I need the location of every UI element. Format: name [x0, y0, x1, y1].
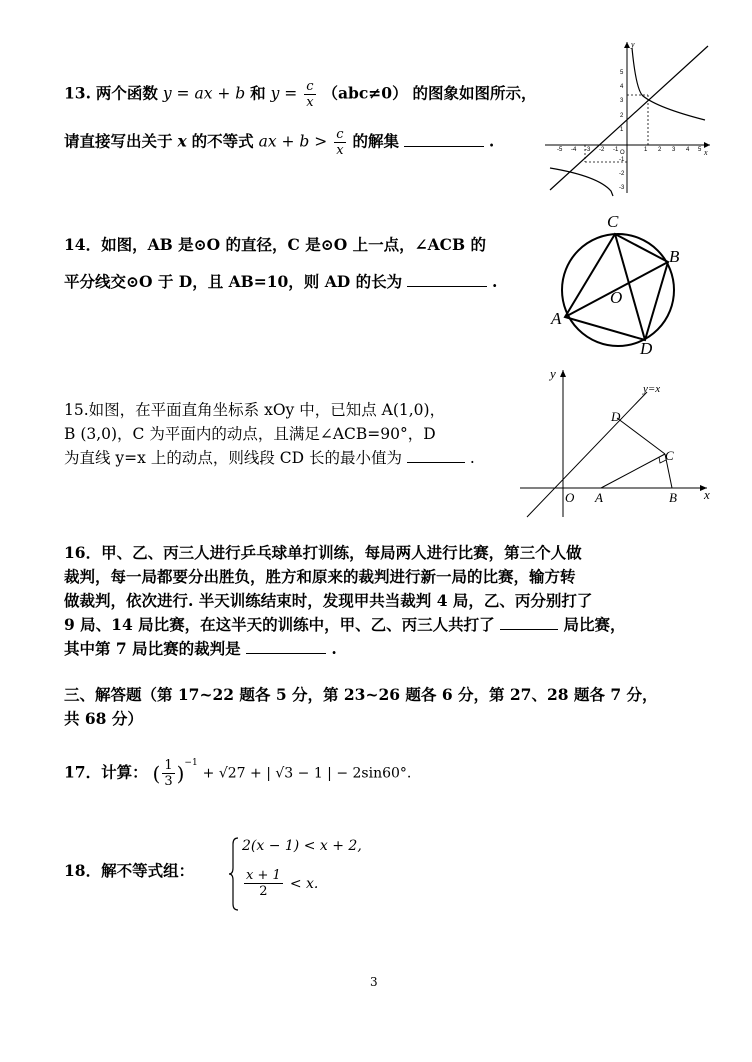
q15-line1 [64, 400, 445, 420]
label-c: C [665, 448, 674, 463]
q13-inequality-left: ax + b > [258, 132, 328, 151]
q15-coordinate-figure [515, 362, 715, 522]
q14-text: 平分线交⊙O 于 D，且 AB=10，则 AD 的长为 [64, 272, 403, 291]
q15-line3 [64, 448, 475, 468]
x-tick: -1 [613, 147, 619, 153]
label-a: A [595, 490, 603, 505]
q18-label: 18．解不等式组： [64, 861, 195, 880]
q14-circle-figure [543, 210, 693, 360]
q13-answer-blank[interactable] [404, 146, 484, 147]
q16-line2: 裁判，每一局都要分出胜负，胜方和原来的裁判进行新一局的比赛，输方转 [64, 567, 576, 586]
q18-inequality-2 [242, 868, 318, 899]
section3-heading-line2: 共 68 分） [64, 709, 143, 728]
q13-variable: x [177, 131, 187, 151]
label-line-eq: y=x [643, 383, 661, 395]
q13-text: 两个函数 [95, 83, 158, 103]
q18-inequality-1: 2(x − 1) < x + 2, [242, 838, 362, 854]
label-d: D [611, 409, 621, 424]
left-paren: ( [152, 761, 161, 786]
x-axis-label: x [704, 148, 708, 157]
fraction-denominator: x [336, 143, 344, 158]
fraction-numerator: 1 [164, 758, 173, 773]
y-tick: 3 [620, 98, 624, 104]
x-tick: 1 [644, 147, 648, 153]
label-x: x [704, 487, 710, 502]
q15-text: 为直线 y=x 上的动点，则线段 CD 长的最小值为 [64, 449, 402, 467]
q13-linear-function: y = ax + b [162, 84, 246, 103]
q13-and: 和 [250, 83, 266, 103]
y-tick: 4 [620, 84, 624, 90]
q18-fraction [244, 868, 283, 899]
x-tick: 5 [698, 147, 702, 153]
segment-ac [601, 454, 665, 488]
q14-period: . [491, 272, 498, 291]
q13-inverse-function-left: y = [270, 84, 298, 103]
page-number: 3 [370, 975, 378, 989]
label-b: B [669, 247, 680, 266]
x-tick: -3 [585, 147, 591, 153]
label-o: O [610, 288, 623, 307]
label-y: y [550, 366, 556, 381]
fraction-numerator: x + 1 [246, 868, 281, 883]
y-tick: 5 [620, 70, 624, 76]
x-tick: 3 [672, 147, 676, 153]
section3-heading-line1: 三、解答题（第 17~22 题各 5 分，第 23~26 题各 6 分，第 27、28 题各 7 分， [64, 685, 658, 704]
label-a: A [551, 309, 562, 328]
y-tick: 1 [620, 127, 624, 133]
left-brace-icon [228, 836, 240, 912]
q16-text: 局比赛， [563, 615, 626, 634]
q13-inequality-fraction [334, 127, 345, 158]
q14-text: 14．如图，AB 是⊙O 的直径，C 是⊙O 上一点，∠ACB 的 [64, 235, 486, 254]
q13-line2 [64, 127, 494, 158]
q13-text: 请直接写出关于 [64, 131, 173, 151]
q16-line1: 16．甲、乙、丙三人进行乒乓球单打训练，每局两人进行比赛，第三个人做 [64, 543, 582, 562]
q13-line1 [64, 79, 537, 110]
q13-number: 13. [64, 83, 91, 103]
fraction-numerator: c [306, 79, 314, 94]
x-tick: 4 [686, 147, 690, 153]
fraction-denominator: 2 [259, 884, 268, 899]
q14-line2 [64, 272, 497, 292]
segment-dc [617, 418, 665, 454]
q13-text-end: 的图象如图所示， [412, 83, 537, 103]
x-tick: -4 [571, 147, 577, 153]
label-d: D [640, 339, 653, 358]
q17-expression: + √27 + | √3 − 1 | − 2sin60°. [202, 765, 412, 782]
y-tick: 2 [620, 113, 624, 119]
q15-answer-blank[interactable] [407, 462, 465, 463]
line-y-equals-x [527, 392, 647, 517]
label-c: C [607, 212, 619, 231]
q13-inverse-fraction [304, 79, 315, 110]
q15-text: 15.如图，在平面直角坐标系 xOy 中，已知点 A(1,0)， [64, 401, 446, 419]
q14-answer-blank[interactable] [407, 286, 487, 287]
q14-line1 [64, 235, 486, 255]
x-tick: 2 [658, 147, 662, 153]
q16-line4 [64, 615, 625, 635]
label-b: B [669, 490, 677, 505]
q16-line3: 做裁判，依次进行. 半天训练结束时，发现甲共当裁判 4 局，乙、丙分别打了 [64, 591, 593, 610]
right-paren: ) [176, 761, 185, 786]
y-axis-arrow-icon [624, 42, 630, 48]
q15-text: B (3,0)，C 为平面内的动点，且满足∠ACB=90°，D [64, 425, 436, 443]
q15-line2 [64, 424, 436, 444]
origin-label: O [620, 150, 625, 156]
label-o: O [565, 490, 575, 505]
q13-graph-figure [540, 38, 715, 198]
q17-exponent: −1 [184, 758, 198, 769]
fraction-numerator: c [336, 127, 344, 142]
q16-line5 [64, 639, 337, 659]
fraction-denominator: 3 [164, 774, 173, 789]
y-tick: -3 [619, 185, 625, 191]
q16-answer-blank-1[interactable] [500, 629, 558, 630]
x-tick: -5 [557, 147, 563, 153]
y-tick: -2 [619, 171, 625, 177]
y-axis-arrow-icon [560, 370, 566, 377]
q17-label: 17．计算： [64, 762, 148, 782]
q13-period: . [488, 131, 495, 151]
q16-answer-blank-2[interactable] [246, 653, 326, 654]
y-axis-label: y [631, 40, 635, 49]
fraction-denominator: x [306, 95, 314, 110]
linear-function-line [550, 46, 708, 190]
q13-condition: （abc≠0） [322, 83, 408, 103]
q18-label-line [64, 861, 194, 881]
q16-text: 9 局、14 局比赛，在这半天的训练中，甲、乙、丙三人共打了 [64, 615, 495, 634]
q16-text: 其中第 7 局比赛的裁判是 [64, 639, 241, 658]
quadrilateral-acbd [565, 234, 668, 340]
q16-period: . [331, 639, 337, 658]
q15-period: . [469, 449, 475, 467]
q13-text: 的不等式 [191, 131, 254, 151]
q18-inequality-2-rest: < x. [289, 876, 319, 892]
q17-fraction [162, 758, 174, 789]
y-tick: -1 [619, 157, 625, 163]
q13-text: 的解集 [352, 131, 399, 151]
q17-line [64, 758, 411, 789]
x-tick: -2 [599, 147, 605, 153]
